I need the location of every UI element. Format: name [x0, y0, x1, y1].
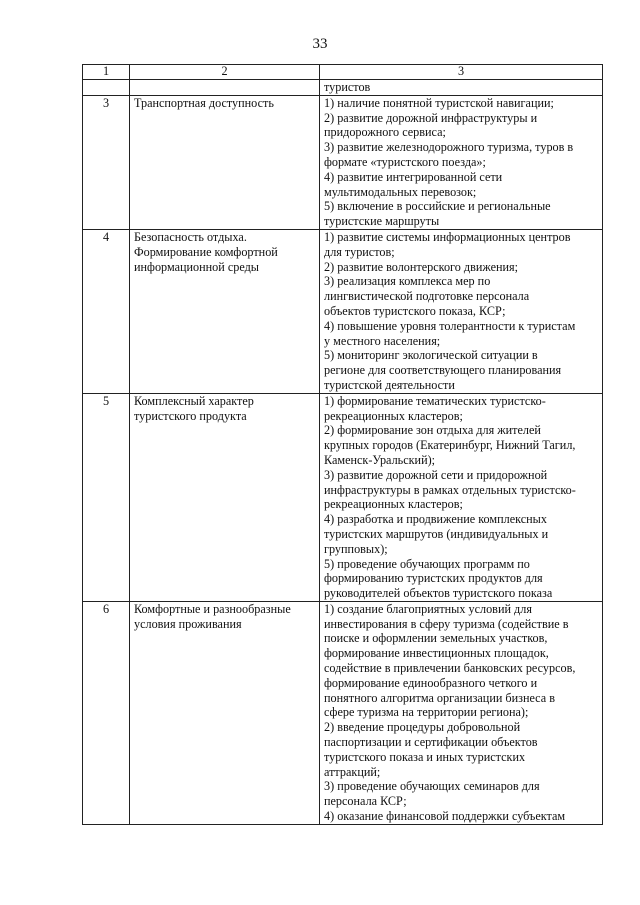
row-content-cell — [320, 601, 603, 824]
row-number: 3 — [83, 95, 130, 229]
row-number: 6 — [83, 601, 130, 824]
header-col-1: 1 — [83, 65, 130, 80]
row-content-line: понятного алгоритма организации бизнеса в — [324, 690, 555, 705]
row-content-line: 3) проведение обучающих семинаров для — [324, 779, 540, 794]
row-content-line: сфере туризма на территории региона); — [324, 705, 529, 720]
table-row — [83, 393, 603, 601]
row-title-cell — [130, 601, 320, 824]
row-content-line: 2) введение процедуры добровольной — [324, 720, 521, 735]
row-title-line: Безопасность отдыха. — [134, 229, 247, 244]
row-content-line: 4) развитие интегрированной сети — [324, 169, 503, 184]
row-content-line: 4) повышение уровня толерантности к туристам — [324, 318, 576, 333]
row-content-line: туристского показа и иных туристских — [324, 749, 526, 764]
row-content-line: 3) развитие железнодорожного туризма, туров в — [324, 140, 574, 155]
row-content-line: содействие в привлечении банковских ресурсов, — [324, 661, 576, 676]
row-title-line: информационной среды — [134, 259, 259, 274]
row-content-line: 4) оказание финансовой поддержки субъектам — [324, 809, 566, 824]
table-row — [83, 95, 603, 229]
row-content-line: регионе для соответствующего планирования — [324, 363, 562, 378]
row-content-line: паспортизации и сертификации объектов — [324, 735, 538, 750]
row-content-line: формированию туристских продуктов для — [324, 571, 543, 586]
row-content-line: 5) мониторинг экологической ситуации в — [324, 348, 538, 363]
row-content-line: рекреационных кластеров; — [324, 497, 463, 512]
row-title-line: Комфортные и разнообразные — [134, 601, 291, 616]
row-content-line: 2) развитие дорожной инфраструктуры и — [324, 110, 538, 125]
row-content-line: у местного населения; — [324, 333, 441, 348]
row-content-cell — [320, 393, 603, 601]
row-content-line: 1) формирование тематических туристско- — [324, 393, 546, 408]
row-content-line: формирование единообразного четкого и — [324, 675, 538, 690]
row-title-cell — [130, 393, 320, 601]
continuation-row — [83, 80, 603, 96]
row-content-line: 5) включение в российские и региональные — [324, 199, 551, 214]
row-title-line: туристского продукта — [134, 408, 247, 423]
row-content-line: аттракций; — [324, 764, 381, 779]
row-title-cell — [130, 95, 320, 229]
row-title-line: Комплексный характер — [134, 393, 254, 408]
row-content-line: руководителей объектов туристского показа — [324, 586, 553, 601]
row-content-line: объектов туристского показа, КСР; — [324, 303, 506, 318]
header-col-3: 3 — [320, 65, 603, 80]
row-content-line: персонала КСР; — [324, 794, 407, 809]
row-content-line: 2) развитие волонтерского движения; — [324, 259, 519, 274]
row-content-line: групповых); — [324, 541, 388, 556]
row-title-line: Транспортная доступность — [134, 95, 274, 110]
row-content-line: 3) реализация комплекса мер по — [324, 274, 491, 289]
table-row — [83, 601, 603, 824]
continuation-text: туристов — [324, 80, 371, 94]
table-row — [83, 229, 603, 393]
row-content-line: лингвистической подготовке персонала — [324, 289, 530, 304]
row-content-line: формате «туристского поезда»; — [324, 154, 486, 169]
row-content-line: 1) развитие системы информационных центров — [324, 229, 571, 244]
row-content-line: туристских маршрутов (индивидуальных и — [324, 526, 549, 541]
row-content-line: мультимодальных перевозок; — [324, 184, 477, 199]
row-content-line: придорожного сервиса; — [324, 125, 446, 140]
row-content-line: туристской деятельности — [324, 377, 455, 392]
row-content-line: туристские маршруты — [324, 214, 440, 229]
row-content-line: Каменск-Уральский); — [324, 452, 436, 467]
row-content-line: 3) развитие дорожной сети и придорожной — [324, 467, 548, 482]
table-header-row — [83, 65, 603, 80]
row-content-line: 2) формирование зон отдыха для жителей — [324, 423, 541, 438]
row-content-line: 5) проведение обучающих программ по — [324, 556, 530, 571]
page-number: 33 — [312, 36, 328, 52]
row-content-line: крупных городов (Екатеринбург, Нижний Тагил, — [324, 438, 576, 453]
row-content-line: для туристов; — [324, 244, 395, 259]
row-number: 4 — [83, 229, 130, 393]
row-content-line: формирование инвестиционных площадок, — [324, 646, 549, 661]
row-content-line: поиске и оформлении земельных участков, — [324, 631, 548, 646]
header-col-2: 2 — [130, 65, 320, 80]
row-content-cell — [320, 95, 603, 229]
continuation-cell — [320, 80, 603, 96]
row-content-line: 4) разработка и продвижение комплексных — [324, 512, 547, 527]
row-title-line: условия проживания — [134, 616, 242, 631]
row-content-line: инвестирования в сферу туризма (содействие в — [324, 616, 569, 631]
row-number: 5 — [83, 393, 130, 601]
row-content-line: рекреационных кластеров; — [324, 408, 463, 423]
continuation-title-cell — [130, 80, 320, 96]
continuation-num-cell — [83, 80, 130, 96]
row-content-line: 1) наличие понятной туристской навигации; — [324, 95, 554, 110]
row-content-line: инфраструктуры в рамках отдельных туристско- — [324, 482, 576, 497]
row-title-cell — [130, 229, 320, 393]
row-content-line: 1) создание благоприятных условий для — [324, 601, 532, 616]
row-title-line: Формирование комфортной — [134, 244, 278, 259]
row-content-cell — [320, 229, 603, 393]
measures-table — [82, 64, 603, 825]
